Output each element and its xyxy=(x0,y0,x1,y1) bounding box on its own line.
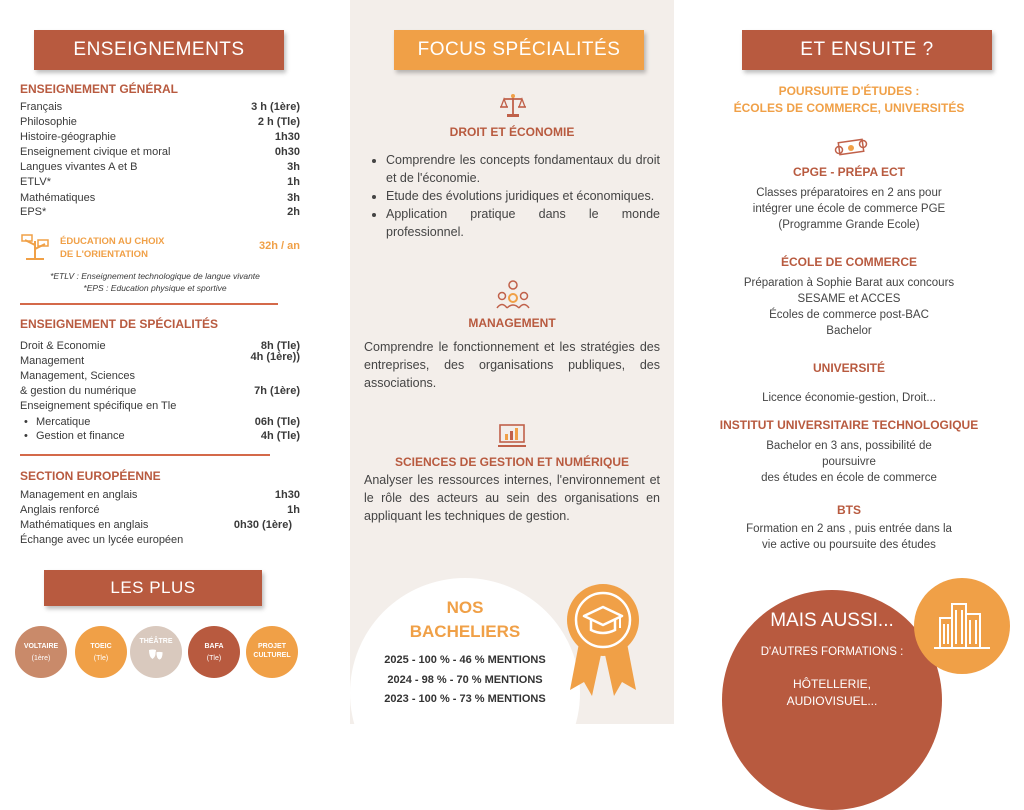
europe-row-label: Mathématiques en anglais xyxy=(20,519,149,531)
plus-badge-title: THÉÂTRE xyxy=(139,638,173,645)
ecole-line: Bachelor xyxy=(826,325,872,337)
general-row-value: 2h xyxy=(287,206,300,218)
spec-row-gestion xyxy=(20,430,300,444)
spec-row-tle xyxy=(20,400,300,414)
sgn-title: SCIENCES DE GESTION ET NUMÉRIQUE xyxy=(394,455,630,469)
spec-value: 06h (Tle) xyxy=(254,416,300,428)
droit-title: DROIT ET ÉCONOMIE xyxy=(449,125,575,139)
europe-row-label: Management en anglais xyxy=(20,489,138,501)
banner-enseignements: ENSEIGNEMENTS xyxy=(34,30,284,70)
ecole-text xyxy=(674,275,1024,339)
general-row-value: 3h xyxy=(287,192,300,204)
plus-badge-sub: (1ère) xyxy=(31,654,51,662)
banner-les-plus: LES PLUS xyxy=(44,570,262,606)
column-et-ensuite xyxy=(674,0,1024,724)
spec-label: & gestion du numérique xyxy=(20,385,137,397)
cpge-line: Classes préparatoires en 2 ans pour xyxy=(756,187,942,199)
mais-aussi-list xyxy=(722,676,942,710)
divider xyxy=(20,454,270,456)
general-row-label: Français xyxy=(20,101,63,113)
management-text: Comprendre le fonctionnement et les stratégies des entreprises, des organisations publiques, des associations. xyxy=(364,340,660,390)
general-row-value: 1h xyxy=(287,176,300,188)
orientation-label xyxy=(60,235,165,261)
laptop-chart-icon xyxy=(497,422,527,450)
droit-item: • Application pratique dans le monde professionnel. xyxy=(386,205,660,241)
general-title: ENSEIGNEMENT GÉNÉRAL xyxy=(20,82,179,96)
bacheliers-results xyxy=(350,651,580,710)
result-line: 2025 - 100 % - 46 % MENTIONS xyxy=(384,654,546,666)
general-row xyxy=(20,192,300,206)
mais-aussi-sub: D'AUTRES FORMATIONS : xyxy=(760,646,904,658)
iut-line: des études en école de commerce xyxy=(761,472,937,484)
spec-label: Management, Sciences xyxy=(20,370,135,382)
bacheliers-title-2: BACHELIERS xyxy=(409,622,521,641)
europe-row xyxy=(20,489,300,503)
team-gears-icon xyxy=(496,278,530,310)
spec-value: 7h (1ère) xyxy=(254,385,300,397)
bts-text xyxy=(674,521,1024,553)
spec-label: Enseignement spécifique en Tle xyxy=(20,400,177,412)
plus-badge xyxy=(15,626,67,678)
poursuite-heading xyxy=(674,83,1024,117)
plus-badge-sub: (Tle) xyxy=(206,654,222,662)
poursuite-heading-2: ÉCOLES DE COMMERCE, UNIVERSITÉS xyxy=(733,101,965,115)
mais-aussi-title: MAIS AUSSI... xyxy=(770,610,894,631)
specialites-title: ENSEIGNEMENT DE SPÉCIALITÉS xyxy=(20,317,219,331)
result-line: 2023 - 100 % - 73 % MENTIONS xyxy=(384,693,546,705)
europe-row-label: Anglais renforcé xyxy=(20,504,100,516)
cpge-text xyxy=(674,185,1024,233)
bts-title: BTS xyxy=(837,503,861,517)
general-row-label: Histoire-géographie xyxy=(20,131,116,143)
spec-row-management xyxy=(20,351,300,369)
iut-line: poursuivre xyxy=(822,456,876,468)
spec-row-mercatique xyxy=(20,416,300,430)
europe-row xyxy=(20,534,300,548)
mais-aussi-line: HÔTELLERIE, xyxy=(792,677,872,691)
general-row xyxy=(20,131,300,145)
general-row xyxy=(20,101,300,115)
general-row-label: Enseignement civique et moral xyxy=(20,146,171,158)
general-row-value: 3h xyxy=(287,161,300,173)
orientation-arrows-icon xyxy=(20,231,50,261)
ecole-line: SESAME et ACCES xyxy=(797,293,901,305)
general-row xyxy=(20,116,300,130)
droit-list xyxy=(386,151,660,241)
general-row-label: Philosophie xyxy=(20,116,77,128)
column-focus xyxy=(350,0,674,724)
plus-badge xyxy=(188,626,240,678)
column-enseignements xyxy=(0,0,350,724)
plus-badge-title: TOEIC xyxy=(90,642,112,650)
graduation-rosette-icon xyxy=(562,578,644,698)
spec-bullet-label: • Mercatique xyxy=(36,416,90,428)
general-row-label: Langues vivantes A et B xyxy=(20,161,138,173)
general-row-value: 0h30 xyxy=(274,146,300,158)
plus-badge-title: VOLTAIRE xyxy=(23,642,59,650)
europe-title: SECTION EUROPÉENNE xyxy=(20,469,161,483)
droit-item: • Comprendre les concepts fondamentaux du droit et de l'économie. xyxy=(386,151,660,187)
general-row-value: 1h30 xyxy=(274,131,300,143)
cpge-line: (Programme Grande Ecole) xyxy=(778,219,920,231)
poursuite-heading-1: POURSUITE D'ÉTUDES : xyxy=(778,84,920,98)
orientation-label-2: DE L'ORIENTATION xyxy=(60,249,148,260)
general-row xyxy=(20,146,300,160)
divider xyxy=(20,303,278,305)
iut-line: Bachelor en 3 ans, possibilité de xyxy=(766,440,932,452)
general-row-value: 2 h (Tle) xyxy=(257,116,300,128)
general-row-label: Mathématiques xyxy=(20,192,96,204)
europe-row xyxy=(20,504,300,518)
europe-row xyxy=(20,519,300,533)
diploma-scroll-icon xyxy=(834,136,868,158)
banner-focus: FOCUS SPÉCIALITÉS xyxy=(394,30,644,70)
plus-badge-title: BAFA xyxy=(204,642,224,650)
spec-row-msgn-2 xyxy=(20,385,300,399)
iut-text xyxy=(674,438,1024,486)
plus-badge xyxy=(246,626,298,678)
univ-title: UNIVERSITÉ xyxy=(812,361,885,375)
cpge-line: intégrer une école de commerce PGE xyxy=(752,203,946,215)
footnotes xyxy=(0,270,310,294)
spec-label: Management xyxy=(20,355,85,367)
europe-row-value: 1h30 xyxy=(274,489,300,501)
plus-badge xyxy=(130,626,182,678)
bacheliers-title xyxy=(350,596,580,644)
spec-value: 4h (Tle) xyxy=(260,430,300,442)
univ-text xyxy=(674,390,1024,406)
orientation-value: 32h / an xyxy=(259,240,300,252)
scales-icon xyxy=(498,93,528,119)
general-row-label: EPS* xyxy=(20,206,47,218)
footnote-etlv: *ETLV : Enseignement technologique de langue vivante xyxy=(50,271,260,281)
footnote-eps: *EPS : Education physique et sportive xyxy=(83,283,227,293)
bts-line: Formation en 2 ans , puis entrée dans la xyxy=(746,523,952,535)
bts-line: vie active ou poursuite des études xyxy=(762,539,936,551)
bacheliers-title-1: NOS xyxy=(446,598,484,617)
general-row xyxy=(20,161,300,175)
plus-badge xyxy=(75,626,127,678)
ecole-title: ÉCOLE DE COMMERCE xyxy=(780,255,917,269)
iut-title: INSTITUT UNIVERSITAIRE TECHNOLOGIQUE xyxy=(719,418,979,432)
univ-line: Licence économie-gestion, Droit... xyxy=(762,392,936,404)
banner-et-ensuite: ET ENSUITE ? xyxy=(742,30,992,70)
result-line: 2024 - 98 % - 70 % MENTIONS xyxy=(387,673,543,686)
mais-aussi-line: AUDIOVISUEL... xyxy=(786,694,878,708)
europe-row-label: Échange avec un lycée européen xyxy=(20,534,184,546)
orientation-label-1: ÉDUCATION AU CHOIX xyxy=(60,236,165,247)
spec-row-msgn xyxy=(20,370,300,384)
theatre-masks-icon xyxy=(148,649,164,664)
plus-badge-title: PROJET CULTUREL xyxy=(253,642,291,659)
management-title: MANAGEMENT xyxy=(468,316,556,330)
buildings-icon xyxy=(914,578,1010,674)
sgn-text: Analyser les ressources internes, l'environnement et le rôle des acteurs au sein des organisations en appliquant les techniques de gestion. xyxy=(364,473,660,523)
plus-badge-sub: (Tle) xyxy=(93,654,109,662)
droit-item: • Etude des évolutions juridiques et économiques. xyxy=(386,187,660,205)
cpge-title: CPGE - PRÉPA ECT xyxy=(792,165,905,179)
general-row xyxy=(20,176,300,190)
ecole-line: Préparation à Sophie Barat aux concours xyxy=(743,277,955,289)
general-row-value: 3 h (1ère) xyxy=(251,101,300,113)
general-row xyxy=(20,206,300,220)
europe-row-value: 0h30 (1ère) xyxy=(233,519,292,531)
general-row-label: ETLV* xyxy=(20,176,51,188)
spec-value: 8h (Tle) xyxy=(260,340,300,352)
spec-label: Droit & Economie xyxy=(20,340,106,352)
europe-row-value: 1h xyxy=(287,504,300,516)
spec-value: 4h (1ère)) xyxy=(250,351,300,363)
ecole-line: Écoles de commerce post-BAC xyxy=(769,309,929,321)
spec-bullet-label: • Gestion et finance xyxy=(36,430,125,442)
